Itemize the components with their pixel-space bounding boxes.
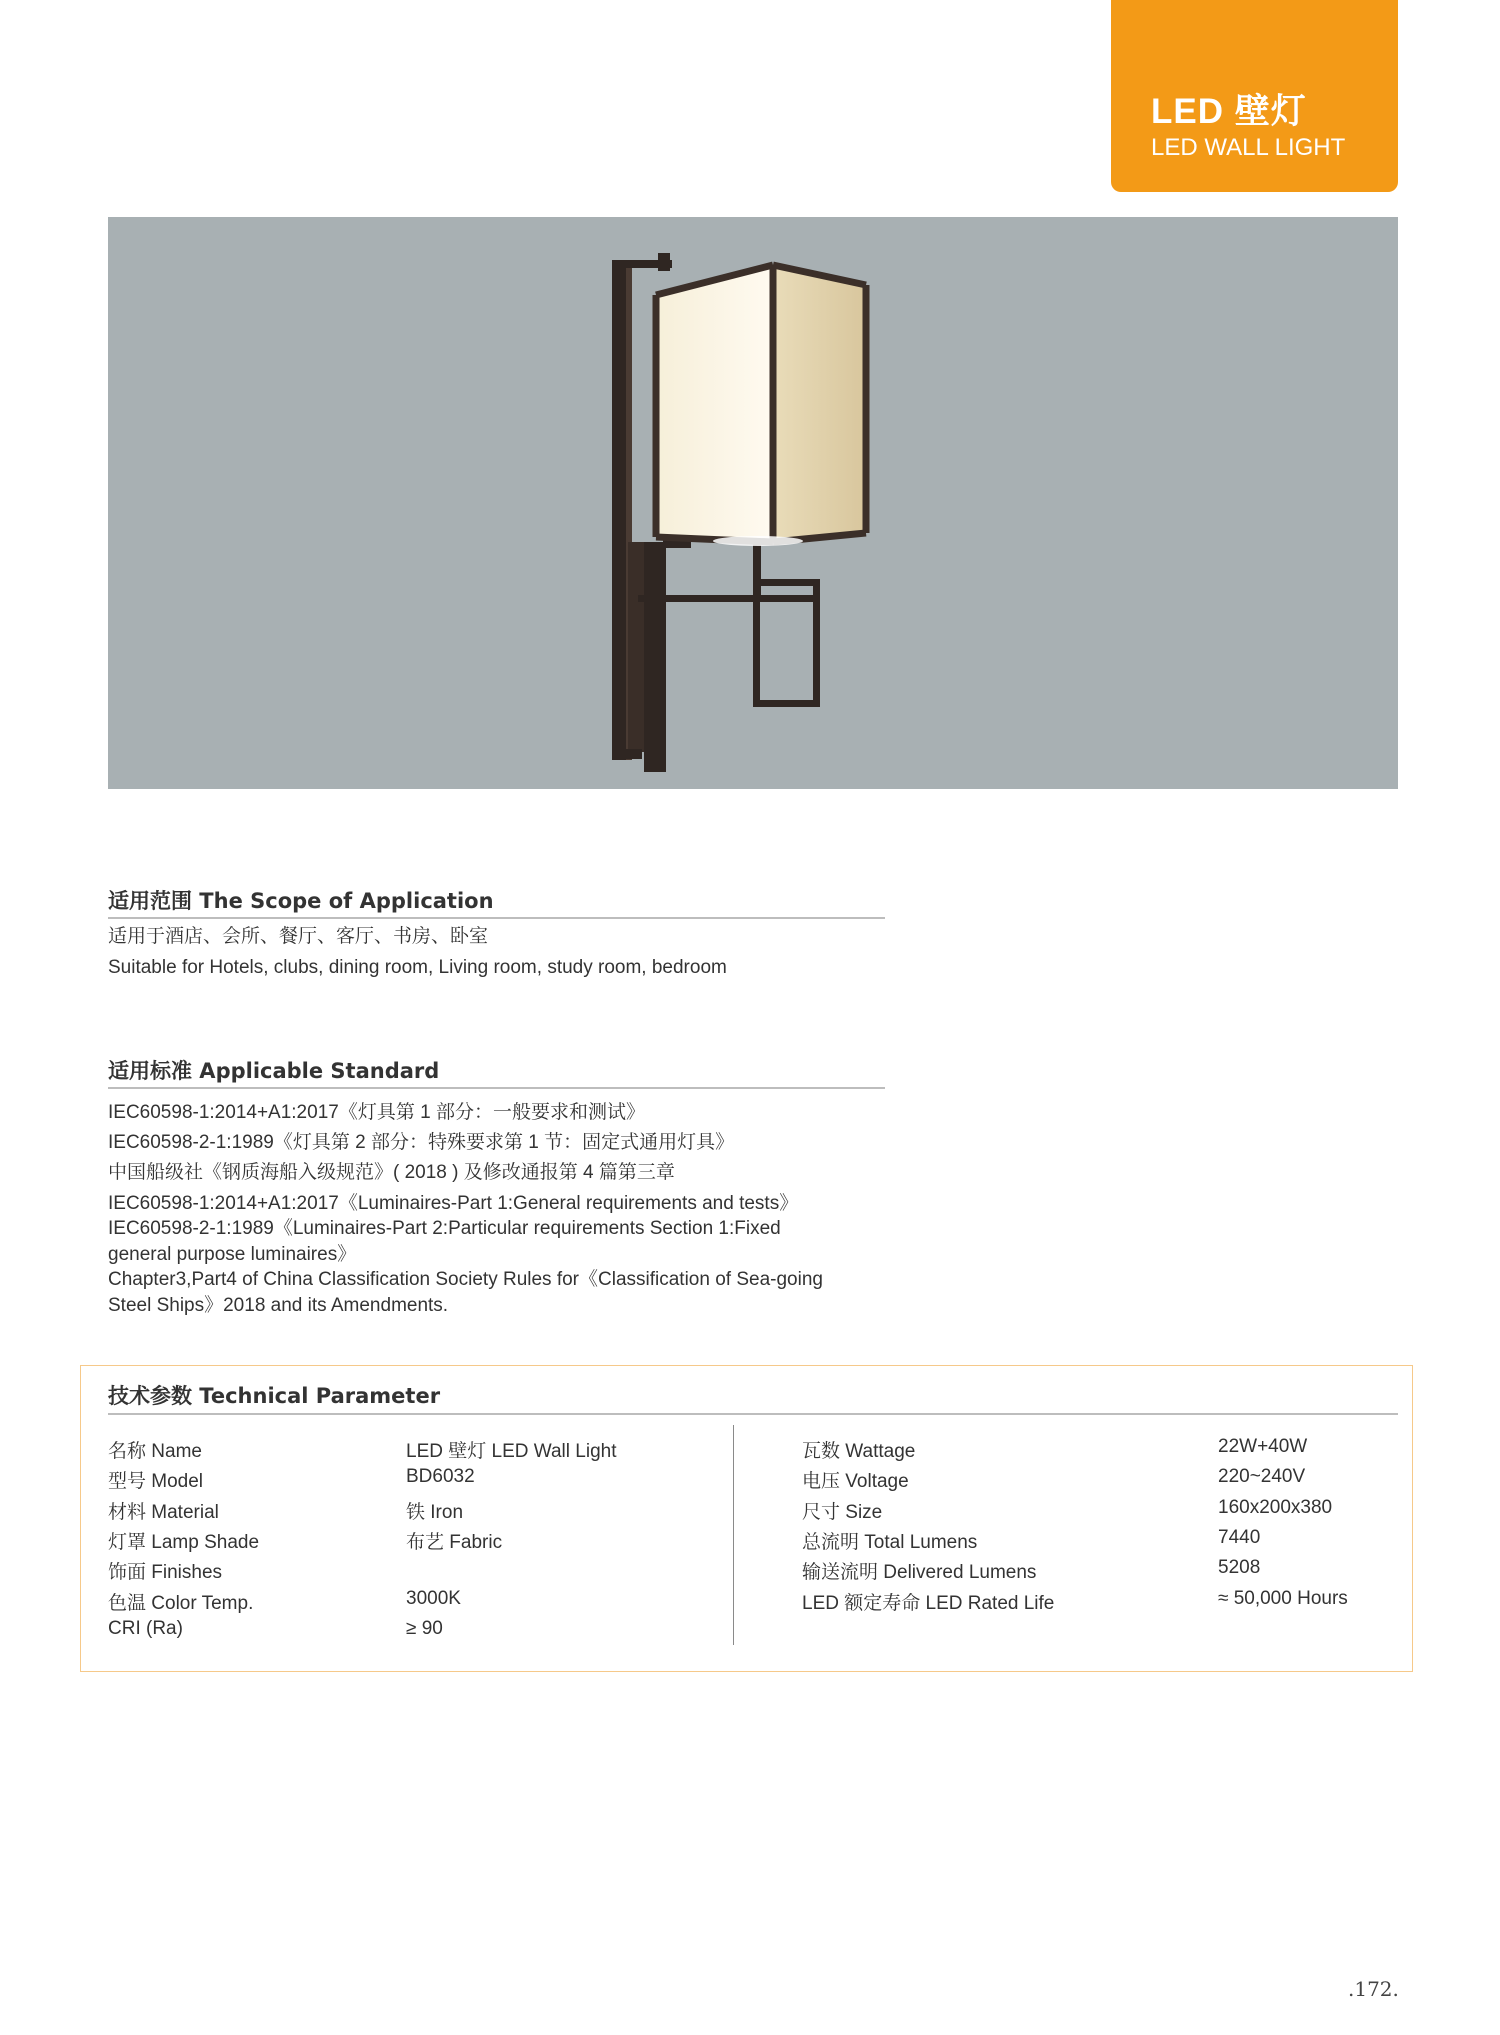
- param-label: 型号 Model: [108, 1471, 204, 1492]
- param-label: 输送流明 Delivered Lumens: [802, 1562, 1037, 1583]
- standard-line: IEC60598-1:2014+A1:2017《灯具第 1 部分：一般要求和测试》: [108, 1102, 645, 1123]
- standard-line: Steel Ships》2018 and its Amendments.: [108, 1295, 449, 1316]
- param-label: 饰面 Finishes: [108, 1562, 223, 1583]
- scope-heading: 适用范围 The Scope of Application: [108, 889, 494, 913]
- scope-text-en: Suitable for Hotels, clubs, dining room, Living room, study room, bedroom: [108, 957, 727, 978]
- param-value: 160x200x380: [1218, 1497, 1333, 1518]
- param-value: 5208: [1218, 1557, 1261, 1578]
- standard-line: 中国船级社《钢质海船入级规范》( 2018 ) 及修改通报第 4 篇第三章: [108, 1162, 675, 1183]
- param-label: 总流明 Total Lumens: [802, 1532, 978, 1553]
- technical-parameter-panel: [80, 1365, 1413, 1672]
- param-value: BD6032: [406, 1466, 475, 1487]
- param-value: 3000K: [406, 1588, 461, 1609]
- standard-line: general purpose luminaires》: [108, 1244, 357, 1265]
- product-image: [108, 217, 1398, 789]
- standard-heading: 适用标准 Applicable Standard: [108, 1059, 440, 1083]
- standard-line: IEC60598-2-1:1989《灯具第 2 部分：特殊要求第 1 节：固定式通用灯具》: [108, 1132, 735, 1153]
- header-tab: [1111, 0, 1398, 192]
- standard-line: IEC60598-2-1:1989《Luminaires-Part 2:Particular requirements Section 1:Fixed: [108, 1218, 781, 1239]
- scope-text-cn: 适用于酒店、会所、餐厅、客厅、书房、卧室: [108, 926, 489, 947]
- param-label: 瓦数 Wattage: [802, 1441, 916, 1462]
- param-value: ≈ 50,000 Hours: [1218, 1588, 1348, 1609]
- param-value: 7440: [1218, 1527, 1261, 1548]
- param-value: 铁 Iron: [406, 1502, 464, 1523]
- wall-lamp-illustration: [108, 217, 1398, 789]
- param-label: CRI (Ra): [108, 1618, 183, 1639]
- param-label: LED 额定寿命 LED Rated Life: [802, 1593, 1055, 1614]
- param-value: 220~240V: [1218, 1466, 1306, 1487]
- param-value: ≥ 90: [406, 1618, 443, 1639]
- param-value: LED 壁灯 LED Wall Light: [406, 1441, 617, 1462]
- param-label: 材料 Material: [108, 1502, 219, 1523]
- scope-divider: [108, 917, 885, 919]
- technical-heading: 技术参数 Technical Parameter: [108, 1384, 441, 1408]
- standard-line: Chapter3,Part4 of China Classification Society Rules for《Classification of Sea-going: [108, 1269, 823, 1290]
- param-label: 色温 Color Temp.: [108, 1593, 254, 1614]
- header-subtitle: LED WALL LIGHT: [1151, 134, 1346, 161]
- technical-divider: [108, 1413, 1398, 1415]
- param-label: 灯罩 Lamp Shade: [108, 1532, 260, 1553]
- page-number: .172.: [1348, 1977, 1399, 2001]
- standard-divider: [108, 1087, 885, 1089]
- header-title: LED 壁灯: [1151, 92, 1307, 131]
- param-label: 电压 Voltage: [802, 1471, 909, 1492]
- param-label: 名称 Name: [108, 1441, 202, 1462]
- standard-line: IEC60598-1:2014+A1:2017《Luminaires-Part 1:General requirements and tests》: [108, 1193, 799, 1214]
- param-label: 尺寸 Size: [802, 1502, 883, 1523]
- param-value: 布艺 Fabric: [406, 1532, 503, 1553]
- param-value: 22W+40W: [1218, 1436, 1308, 1457]
- column-divider: [733, 1425, 734, 1645]
